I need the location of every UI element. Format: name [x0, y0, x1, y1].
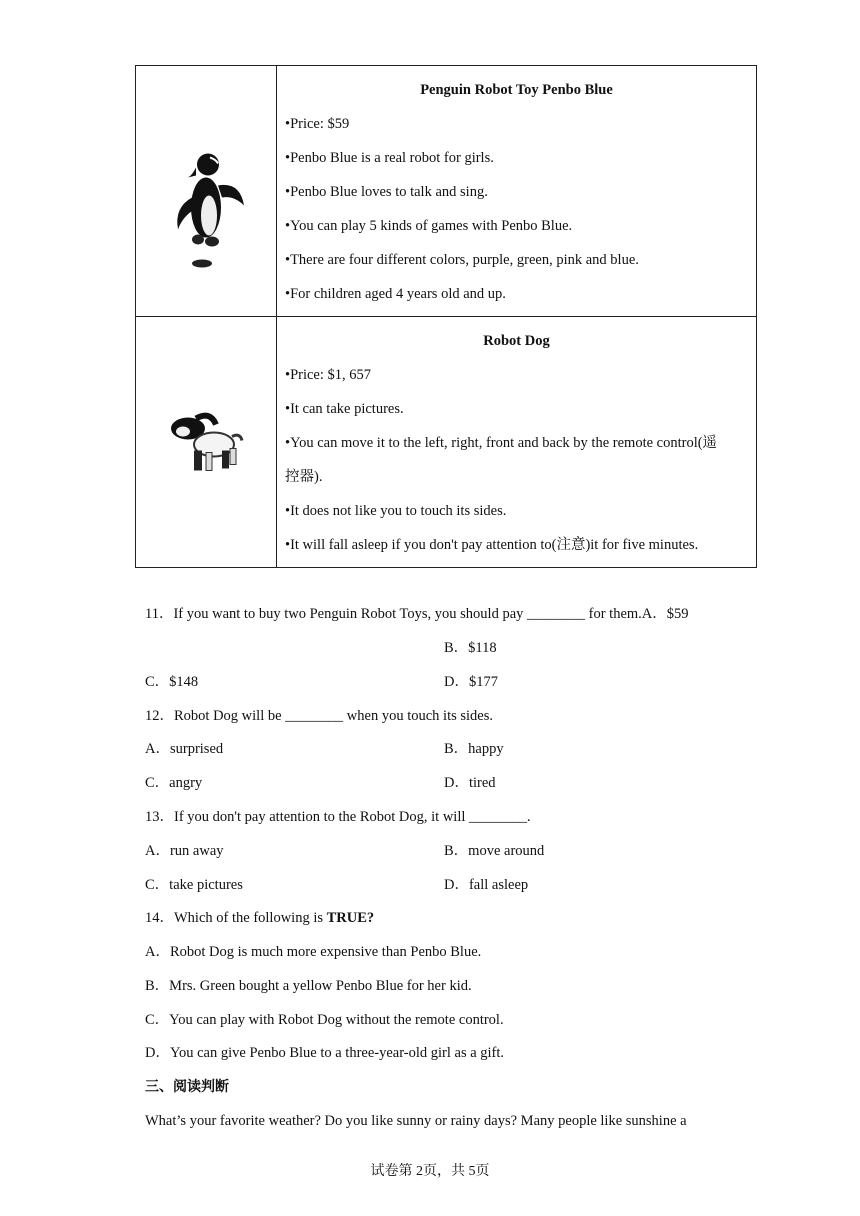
question-12-option-d[interactable]: D．tired [444, 775, 496, 791]
product-feature: •It can take pictures. [285, 401, 404, 417]
product-title: Robot Dog [483, 333, 550, 349]
question-13-option-d[interactable]: D．fall asleep [444, 877, 529, 893]
question-11-option-c[interactable]: C．$148 [145, 674, 199, 690]
section-heading: 三、阅读判断 [145, 1079, 229, 1095]
product-feature: •You can play 5 kinds of games with Penbo Blue. [285, 218, 573, 234]
product-feature: 控器). [285, 469, 323, 485]
question-13-option-a[interactable]: A．run away [145, 843, 224, 859]
product-feature: •Penbo Blue is a real robot for girls. [285, 150, 494, 166]
penguin-robot-image [136, 66, 276, 316]
question-12-option-c[interactable]: C．angry [145, 775, 203, 791]
penguin-image-cell [136, 66, 277, 317]
question-14-stem [145, 908, 374, 928]
penguin-info-cell [277, 66, 757, 317]
question-12-stem: 12．Robot Dog will be ________ when you touch its sides. [145, 708, 493, 724]
question-14-option-b[interactable]: B．Mrs. Green bought a yellow Penbo Blue for her kid. [145, 978, 472, 994]
question-14-option-a[interactable]: A．Robot Dog is much more expensive than Penbo Blue. [145, 944, 482, 960]
page-footer: 试卷第 2页，共 5页 [370, 1164, 490, 1179]
question-11-option-d[interactable]: D．$177 [444, 674, 498, 690]
question-12-option-a[interactable]: A．surprised [145, 741, 224, 757]
question-11-option-b[interactable]: B．$118 [444, 640, 497, 656]
product-feature: •You can move it to the left, right, front and back by the remote control(遥 [285, 435, 718, 451]
product-table [135, 65, 757, 568]
question-14-stem-text: 14．Which of the following is [145, 910, 327, 926]
question-13-stem: 13．If you don't pay attention to the Robot Dog, it will ________. [145, 809, 531, 825]
passage-text: What’s your favorite weather? Do you like sunny or rainy days? Many people like sunshine a [145, 1113, 687, 1129]
question-14-stem-emphasis: TRUE? [326, 910, 375, 926]
robot-dog-image [136, 317, 276, 567]
product-row-penguin [136, 66, 757, 317]
product-title: Penguin Robot Toy Penbo Blue [420, 82, 613, 98]
question-11-stem: 11．If you want to buy two Penguin Robot Toys, you should pay ________ for them.A．$59 [145, 606, 689, 622]
product-feature: •Price: $59 [285, 116, 350, 132]
product-feature: •It will fall asleep if you don't pay attention to(注意)it for five minutes. [285, 537, 699, 553]
product-row-dog [136, 317, 757, 568]
dog-image-cell [136, 317, 277, 568]
question-13-option-b[interactable]: B．move around [444, 843, 545, 859]
dog-info-cell [277, 317, 757, 568]
product-feature: •It does not like you to touch its sides. [285, 503, 507, 519]
product-feature: •For children aged 4 years old and up. [285, 286, 506, 302]
product-feature: •There are four different colors, purple, green, pink and blue. [285, 252, 639, 268]
product-feature: •Price: $1, 657 [285, 367, 372, 383]
question-13-option-c[interactable]: C．take pictures [145, 877, 243, 893]
question-14-option-d[interactable]: D．You can give Penbo Blue to a three-year-old girl as a gift. [145, 1045, 505, 1061]
question-14-option-c[interactable]: C．You can play with Robot Dog without the remote control. [145, 1012, 504, 1028]
product-feature: •Penbo Blue loves to talk and sing. [285, 184, 488, 200]
question-12-option-b[interactable]: B．happy [444, 741, 504, 757]
